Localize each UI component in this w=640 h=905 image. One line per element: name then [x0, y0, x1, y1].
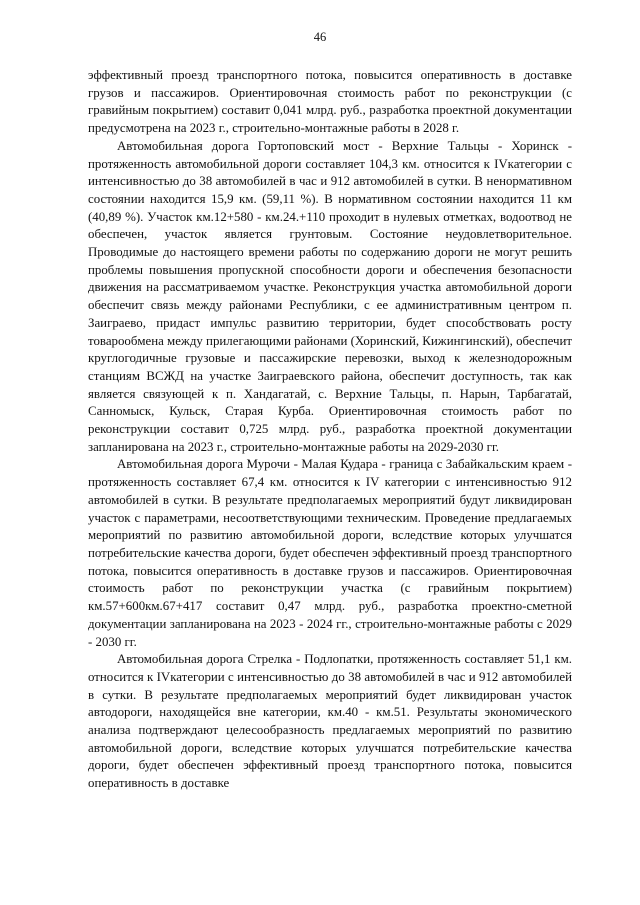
paragraph-2: Автомобильная дорога Гортоповский мост - Верхние Тальцы - Хоринск - протяженность автомобильной дороги составляет 104,3 км. относится к IVкатегории с интенсивностью до 38 автомобилей в час и 912 автомобилей в сутки. В ненормативном состоянии находится 15,9 км. (59,11 %). В нормативном состоянии находится 11 км (40,89 %). Участок км.12+580 - км.24.+110 проходит в нулевых отметках, водоотвод не обеспечен, участок является грунтовым. Состояние неудовлетворительное. Проводимые до настоящего времени работы по содержанию дороги не могут решить проблемы повышения пропускной способности дороги и обеспечения безопасности движения на рассматриваемом участке. Реконструкция участка автомобильной дороги обеспечит связь между районами Республики, с ее административным центром п. Заиграево, придаст импульс развитию территории, будет способствовать росту товарообмена между прилегающими районами (Хоринский, Кижингинский), обеспечит круглогодичные грузовые и пассажирские перевозки, выход к железнодорожным станциям ВСЖД на участке Заиграевского района, обеспечит доступность, так как является связующей к п. Хандагатай, с. Верхние Тальцы, п. Нарын, Тарбагатай, Санномыск, Кульск, Старая Курба. Ориентировочная стоимость работ по реконструкции составит 0,725 млрд. руб., разработка проектной документации запланирована на 2023 г., строительно-монтажные работы на 2029-2030 гг.: [88, 138, 573, 454]
paragraph-4: Автомобильная дорога Стрелка - Подлопатки, протяженность составляет 51,1 км. относится к IVкатегории с интенсивностью до 38 автомобилей в час и 912 автомобилей в сутки. В результате предполагаемых мероприятий будет ликвидирован участок автодороги, находящейся вне категории, км.40 - км.51. Результаты экономического анализа подтверждают целесообразность предлагаемых мероприятий по развитию автомобильной дороги, вследствие которых улучшатся потребительские качества дороги, будет обеспечен эффективный проезд транспортного потока, повысится оперативность в доставке: [88, 652, 572, 791]
paragraph-3: Автомобильная дорога Мурочи - Малая Кудара - граница с Забайкальским краем - протяженность составляет 67,4 км. относится к IV категории с интенсивностью 912 автомобилей в сутки. В результате предполагаемых мероприятий будут ликвидирован участок с параметрами, несоответствующими техническим. Проведение предлагаемых мероприятий по развитию автомобильной дороги, вследствие которых улучшатся потребительские качества дороги, будет обеспечен эффективный проезд транспортного потока, повысится оперативность в доставке грузов и пассажиров. Ориентировочная стоимость работ по реконструкции участка (с гравийным покрытием) км.57+600км.67+417 составит 0,47 млрд. руб., разработка проектно-сметной документации запланирована на 2023 - 2024 гг., строительно-монтажные работы с 2029 - 2030 гг.: [88, 457, 572, 649]
paragraph-1: эффективный проезд транспортного потока, повысится оперативность в доставке грузов и пассажиров. Ориентировочная стоимость работ по реконструкции (с гравийным покрытием) составит 0,041 млрд. руб., разработка проектной документации предусмотрена на 2023 г., строительно-монтажные работы в 2028 г.: [88, 68, 572, 136]
document-body: [88, 67, 572, 793]
page-number: 46: [313, 30, 327, 44]
